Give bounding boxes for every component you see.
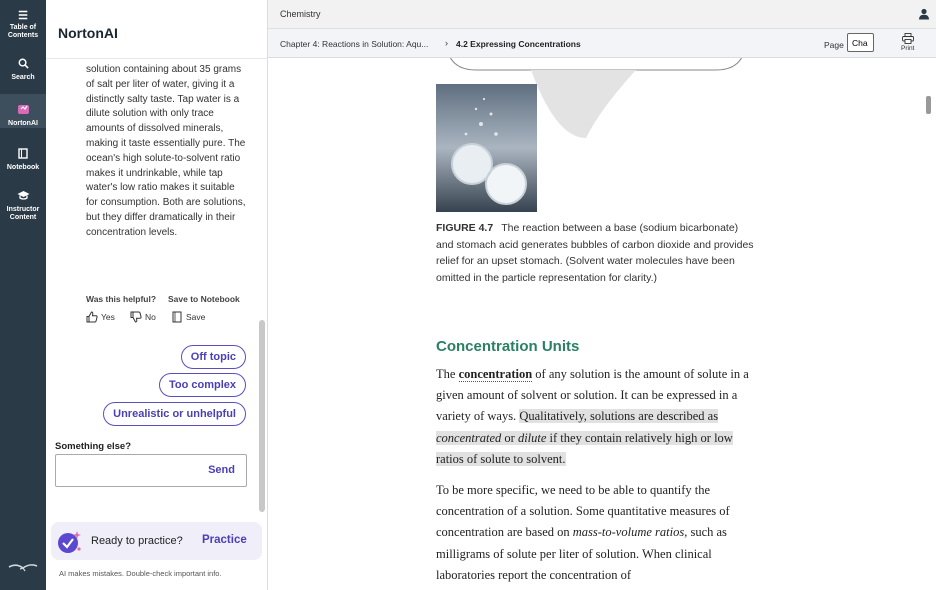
breadcrumb-separator: ›: [445, 38, 448, 48]
page-number-input[interactable]: [847, 33, 874, 52]
something-else-field: [55, 454, 247, 487]
rail-instructor-content[interactable]: [0, 190, 46, 222]
ai-answer-text: solution containing about 35 grams of salt per liter of water, giving it a distinctly salty taste. Tap water is a dilute solution with only trace amounts of dissolved minerals, making it taste essentially pure. The ocean's high solute-to-solvent ratio makes it undrinkable, while tap water's low ratio makes it suitable for consumption. Both are solutions, but they differ dramatically in their concentration levels.: [86, 64, 246, 238]
chip-off-topic[interactable]: Off topic: [181, 345, 246, 369]
rail-search-label: Search: [11, 74, 35, 81]
paragraph-concentration: [436, 364, 758, 470]
reader-content: [268, 58, 936, 590]
rail-norton-ai[interactable]: [0, 94, 46, 128]
hl-text-a: Qualitatively, solutions are described as: [519, 409, 719, 424]
something-else-input[interactable]: [62, 463, 202, 474]
notebook-save-icon: [171, 311, 183, 323]
chip-unrealistic-or-unhelpful[interactable]: Unrealistic or unhelpful: [103, 402, 246, 426]
ai-sparkle-icon: [0, 103, 46, 118]
top-bar: [268, 0, 936, 29]
chip-too-complex[interactable]: Too complex: [159, 373, 246, 397]
helpful-label: Was this helpful?: [86, 294, 157, 304]
hl-concentrated: concentrated: [436, 430, 502, 445]
print-label: Print: [901, 45, 915, 52]
rail-toc-label: Table of Contents: [7, 24, 39, 39]
hl-text-b: if they contain relatively high or low ratios of solute to solvent.: [436, 430, 733, 466]
no-label: No: [145, 312, 156, 322]
print-button[interactable]: [901, 33, 914, 52]
feedback-yes-button[interactable]: [86, 311, 115, 323]
practice-card: [51, 522, 262, 560]
save-to-notebook-button[interactable]: [171, 311, 205, 323]
practice-check-badge-icon: [56, 529, 82, 555]
breadcrumb-chapter[interactable]: Chapter 4: Reactions in Solution: Aqu...: [280, 39, 429, 49]
thumbs-up-icon: [86, 311, 98, 323]
yes-label: Yes: [101, 312, 115, 322]
panel-divider: [46, 58, 268, 59]
ready-to-practice-text: Ready to practice?: [91, 535, 183, 547]
reader-scrollbar[interactable]: [926, 96, 931, 114]
paragraph-quantify: [436, 480, 758, 586]
panel-scrollbar[interactable]: [259, 320, 265, 512]
left-rail: [0, 0, 46, 590]
rail-notebook-label: Notebook: [6, 164, 40, 171]
norton-ai-panel: [46, 0, 268, 590]
send-button[interactable]: Send: [208, 464, 235, 476]
p1-text-a: The: [436, 367, 459, 381]
search-icon: [0, 58, 46, 72]
figure-label: FIGURE 4.7: [436, 222, 494, 234]
notebook-icon: [0, 148, 46, 162]
rail-instructor-label: Instructor Content: [6, 206, 40, 221]
p1-text-b: of any solution is the amount of solute in a given amount of solvent or solution. It can be expressed in a variety of ways.: [436, 367, 749, 424]
rail-table-of-contents[interactable]: [0, 10, 46, 40]
practice-button[interactable]: Practice: [202, 534, 247, 546]
list-icon: ☰: [18, 10, 28, 22]
hl-or: or: [501, 430, 518, 445]
feedback-no-button[interactable]: [130, 311, 156, 323]
p2-mass-to-volume: mass-to-volume ratios: [572, 525, 685, 540]
hl-dilute: dilute: [517, 430, 547, 445]
p2-text-b: , such as milligrams of solute per liter of solution. When clinical laboratories report the concentration of: [436, 525, 727, 582]
printer-icon: [902, 33, 914, 44]
page-label: Page: [824, 40, 844, 50]
save-label: Save: [186, 312, 206, 322]
something-else-label: Something else?: [55, 441, 132, 452]
norton-seagull-logo-icon: [8, 560, 38, 574]
figure-caption: [436, 220, 758, 286]
fizzing-tablet-photo: [436, 84, 537, 212]
glossary-term-concentration[interactable]: concentration: [458, 367, 533, 381]
rail-search[interactable]: [0, 58, 46, 82]
breadcrumb-section: 4.2 Expressing Concentrations: [456, 39, 581, 49]
rail-notebook[interactable]: [0, 148, 46, 172]
section-heading: Concentration Units: [436, 338, 580, 355]
thumbs-down-icon: [130, 311, 142, 323]
save-to-notebook-label: Save to Notebook: [168, 294, 240, 304]
breadcrumb-bar: [268, 29, 936, 58]
rail-ai-label: NortonAI: [8, 120, 38, 127]
user-account-icon[interactable]: [918, 8, 930, 20]
book-title: Chemistry: [280, 9, 321, 19]
p2-text-a: To be more specific, we need to be able to quantify the concentration of a solution. Some quantitative measures of concentration are based on: [436, 483, 730, 540]
panel-title: NortonAI: [58, 25, 118, 41]
figure-caption-text: The reaction between a base (sodium bicarbonate) and stomach acid generates bubbles of carbon dioxide and provides relief for an upset stomach. (Solvent water molecules have been omitted in the particle representation for clarity.): [436, 222, 754, 284]
graduation-cap-icon: [0, 190, 46, 204]
ai-disclaimer: AI makes mistakes. Double-check important info.: [59, 569, 222, 578]
